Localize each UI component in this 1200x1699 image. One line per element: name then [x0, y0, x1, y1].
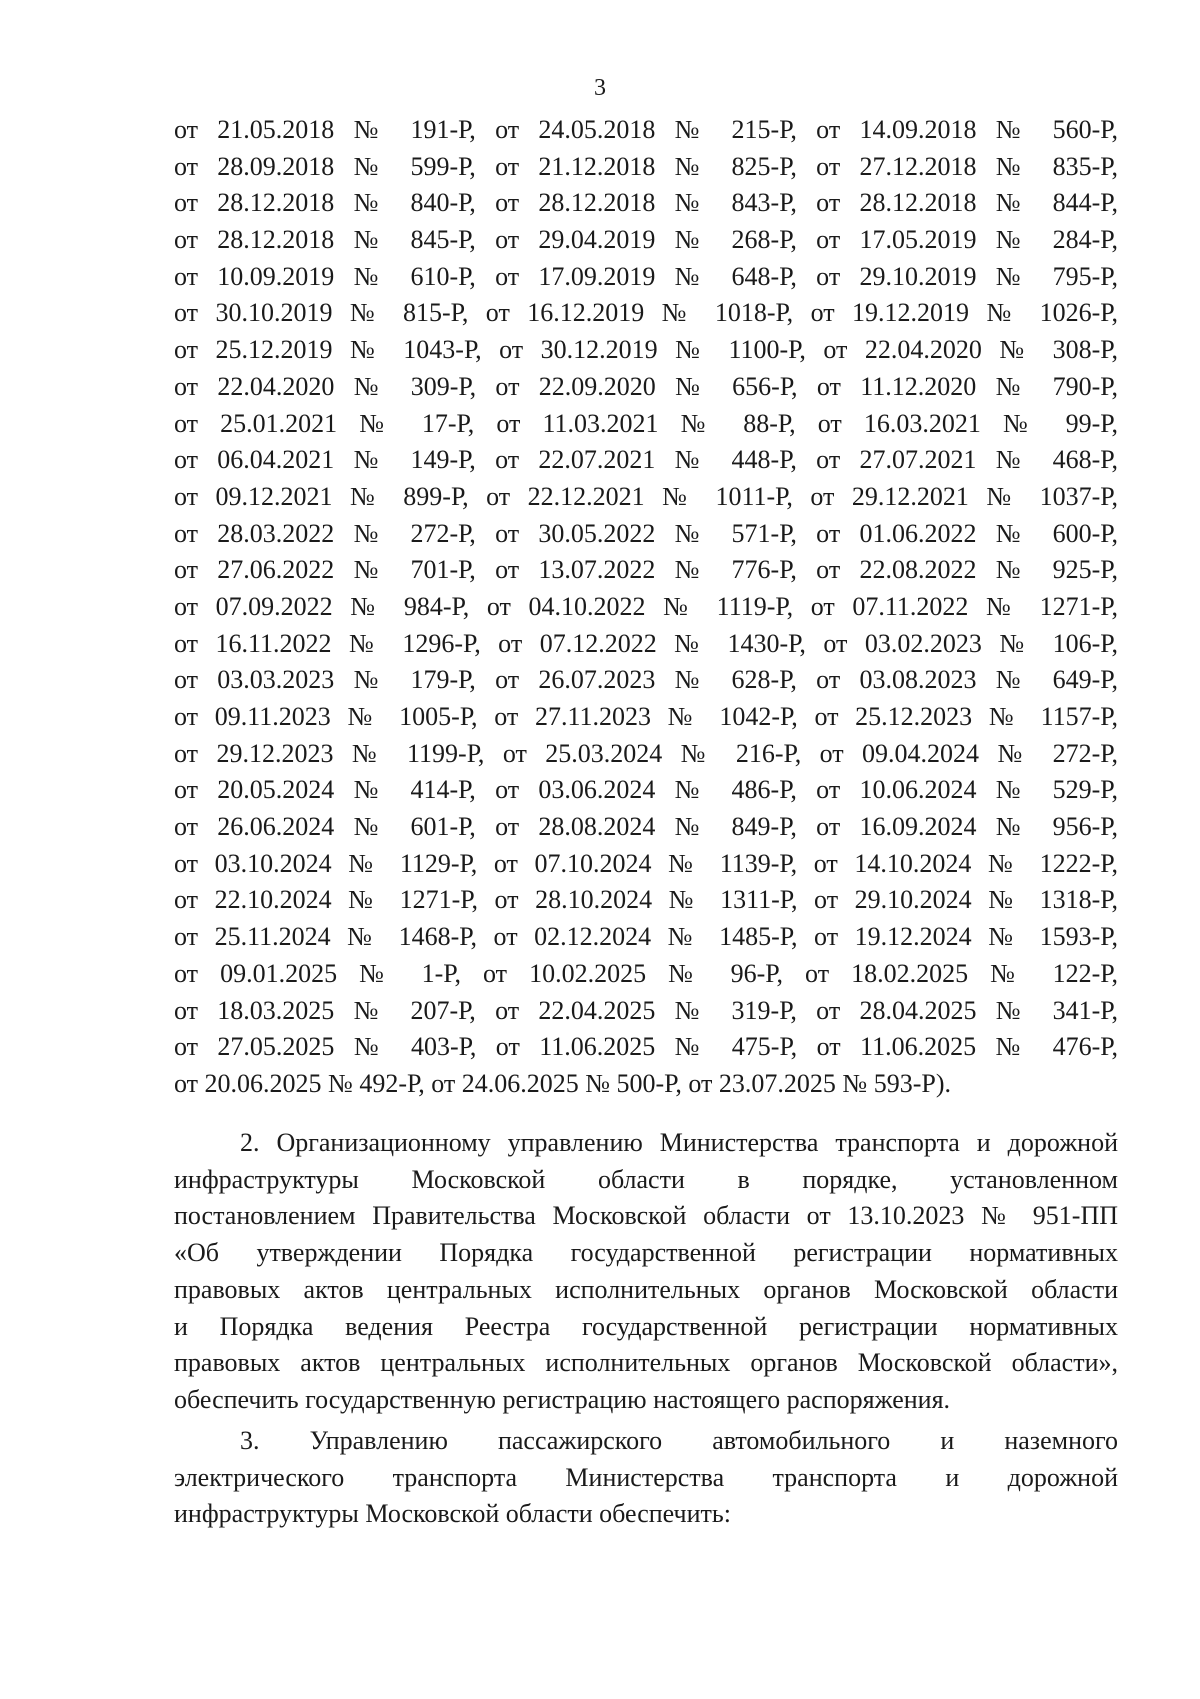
reference-line: от 10.09.2019 № 610-Р, от 17.09.2019 № 648-Р, от 29.10.2019 № 795-Р, — [174, 261, 1118, 291]
reference-line: от 25.01.2021 № 17-Р, от 11.03.2021 № 88-Р, от 16.03.2021 № 99-Р, — [174, 408, 1118, 438]
paragraph-line: правовых актов центральных исполнительных органов Московской области», — [174, 1348, 1118, 1378]
reference-line: от 25.11.2024 № 1468-Р, от 02.12.2024 № 1485-Р, от 19.12.2024 № 1593-Р, — [174, 922, 1118, 952]
reference-line: от 09.01.2025 № 1-Р, от 10.02.2025 № 96-Р, от 18.02.2025 № 122-Р, — [174, 958, 1118, 988]
paragraph-line: постановлением Правительства Московской области от 13.10.2023 № 951-ПП — [174, 1201, 1118, 1231]
reference-line: от 28.12.2018 № 840-Р, от 28.12.2018 № 843-Р, от 28.12.2018 № 844-Р, — [174, 188, 1118, 218]
paragraph-line: электрического транспорта Министерства транспорта и дорожной — [174, 1462, 1118, 1492]
decree-reference-list — [174, 112, 1118, 1103]
paragraph-3 — [174, 1423, 1118, 1533]
paragraph-line: инфраструктуры Московской области в порядке, установленном — [174, 1164, 1118, 1194]
reference-line: от 29.12.2023 № 1199-Р, от 25.03.2024 № 216-Р, от 09.04.2024 № 272-Р, — [174, 738, 1118, 768]
reference-line: от 09.12.2021 № 899-Р, от 22.12.2021 № 1011-Р, от 29.12.2021 № 1037-Р, — [174, 481, 1118, 511]
reference-line: от 25.12.2019 № 1043-Р, от 30.12.2019 № 1100-Р, от 22.04.2020 № 308-Р, — [174, 335, 1118, 365]
paragraph-2 — [174, 1125, 1118, 1419]
reference-line: от 18.03.2025 № 207-Р, от 22.04.2025 № 319-Р, от 28.04.2025 № 341-Р, — [174, 995, 1118, 1025]
reference-line: от 22.04.2020 № 309-Р, от 22.09.2020 № 656-Р, от 11.12.2020 № 790-Р, — [174, 371, 1118, 401]
reference-line: от 07.09.2022 № 984-Р, от 04.10.2022 № 1119-Р, от 07.11.2022 № 1271-Р, — [174, 591, 1118, 621]
page-number: 3 — [594, 75, 606, 101]
paragraph-line: 2. Организационному управлению Министерства транспорта и дорожной — [240, 1128, 1118, 1157]
paragraph-line: правовых актов центральных исполнительных органов Московской области — [174, 1274, 1118, 1304]
paragraph-line: и Порядка ведения Реестра государственной регистрации нормативных — [174, 1311, 1118, 1341]
reference-line: от 09.11.2023 № 1005-Р, от 27.11.2023 № 1042-Р, от 25.12.2023 № 1157-Р, — [174, 702, 1118, 731]
reference-line: от 27.06.2022 № 701-Р, от 13.07.2022 № 776-Р, от 22.08.2022 № 925-Р, — [174, 555, 1118, 585]
reference-line: от 03.03.2023 № 179-Р, от 26.07.2023 № 628-Р, от 03.08.2023 № 649-Р, — [174, 665, 1118, 695]
paragraph-line: «Об утверждении Порядка государственной регистрации нормативных — [174, 1238, 1118, 1268]
reference-line: от 03.10.2024 № 1129-Р, от 07.10.2024 № 1139-Р, от 14.10.2024 № 1222-Р, — [174, 848, 1118, 878]
reference-line: от 26.06.2024 № 601-Р, от 28.08.2024 № 849-Р, от 16.09.2024 № 956-Р, — [174, 812, 1118, 842]
reference-line: от 28.03.2022 № 272-Р, от 30.05.2022 № 571-Р, от 01.06.2022 № 600-Р, — [174, 518, 1118, 548]
reference-line: от 22.10.2024 № 1271-Р, от 28.10.2024 № 1311-Р, от 29.10.2024 № 1318-Р, — [174, 885, 1118, 915]
paragraph-line: обеспечить государственную регистрацию настоящего распоряжения. — [174, 1384, 951, 1414]
reference-line: от 27.05.2025 № 403-Р, от 11.06.2025 № 475-Р, от 11.06.2025 № 476-Р, — [174, 1032, 1118, 1062]
paragraph-line: 3. Управлению пассажирского автомобильного и наземного — [240, 1426, 1118, 1455]
paragraph-line: инфраструктуры Московской области обеспечить: — [174, 1499, 731, 1529]
reference-line: от 06.04.2021 № 149-Р, от 22.07.2021 № 448-Р, от 27.07.2021 № 468-Р, — [174, 445, 1118, 475]
reference-line: от 20.05.2024 № 414-Р, от 03.06.2024 № 486-Р, от 10.06.2024 № 529-Р, — [174, 775, 1118, 805]
reference-line: от 28.12.2018 № 845-Р, от 29.04.2019 № 268-Р, от 17.05.2019 № 284-Р, — [174, 225, 1118, 255]
reference-line: от 28.09.2018 № 599-Р, от 21.12.2018 № 825-Р, от 27.12.2018 № 835-Р, — [174, 151, 1118, 181]
reference-line: от 16.11.2022 № 1296-Р, от 07.12.2022 № 1430-Р, от 03.02.2023 № 106-Р, — [174, 628, 1118, 658]
reference-line: от 21.05.2018 № 191-Р, от 24.05.2018 № 215-Р, от 14.09.2018 № 560-Р, — [174, 115, 1118, 144]
reference-line: от 20.06.2025 № 492-Р, от 24.06.2025 № 500-Р, от 23.07.2025 № 593-Р). — [174, 1068, 951, 1098]
reference-line: от 30.10.2019 № 815-Р, от 16.12.2019 № 1018-Р, от 19.12.2019 № 1026-Р, — [174, 298, 1118, 328]
